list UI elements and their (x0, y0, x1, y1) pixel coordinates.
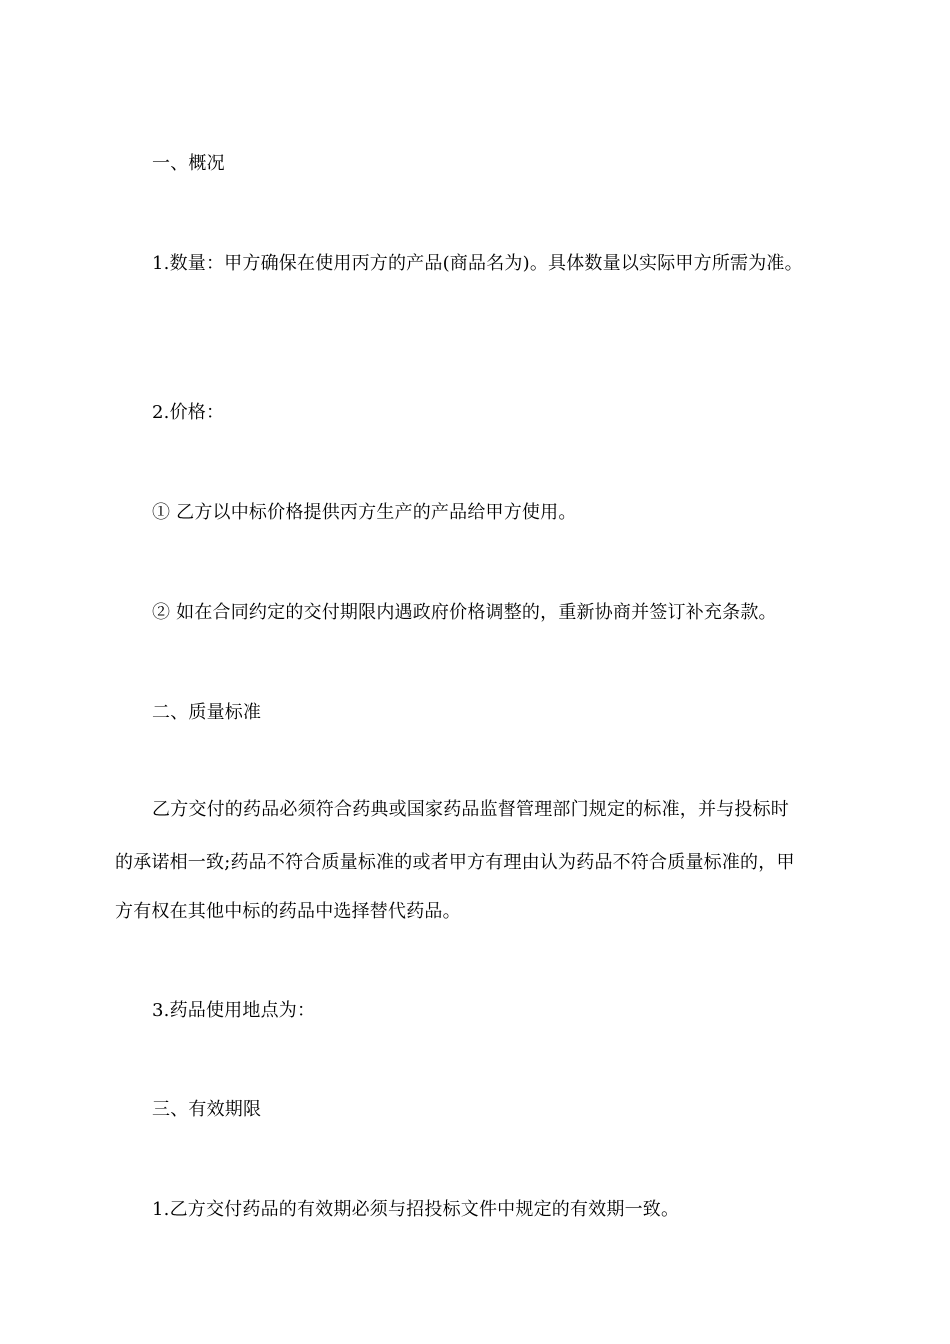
clause-quantity: 1.数量：甲方确保在使用丙方的产品(商品名为)。具体数量以实际甲方所需为准。 (152, 253, 803, 274)
quality-paragraph-line-2: 的承诺相一致;药品不符合质量标准的或者甲方有理由认为药品不符合质量标准的，甲 (115, 852, 795, 873)
quality-paragraph-line-3: 方有权在其他中标的药品中选择替代药品。 (115, 901, 461, 922)
clause-validity-item-1: 1.乙方交付药品的有效期必须与招投标文件中规定的有效期一致。 (152, 1199, 680, 1220)
clause-price-item-1: ① 乙方以中标价格提供丙方生产的产品给甲方使用。 (152, 502, 577, 523)
quality-paragraph-line-1: 乙方交付的药品必须符合药典或国家药品监督管理部门规定的标准，并与投标时 (152, 799, 789, 820)
section-heading-validity: 三、有效期限 (152, 1099, 262, 1120)
clause-price-item-2: ② 如在合同约定的交付期限内遇政府价格调整的，重新协商并签订补充条款。 (152, 602, 777, 623)
clause-usage-location: 3.药品使用地点为： (152, 1000, 316, 1021)
clause-price-heading: 2.价格： (152, 402, 225, 423)
section-heading-overview: 一、概况 (152, 153, 225, 174)
section-heading-quality: 二、质量标准 (152, 702, 262, 723)
